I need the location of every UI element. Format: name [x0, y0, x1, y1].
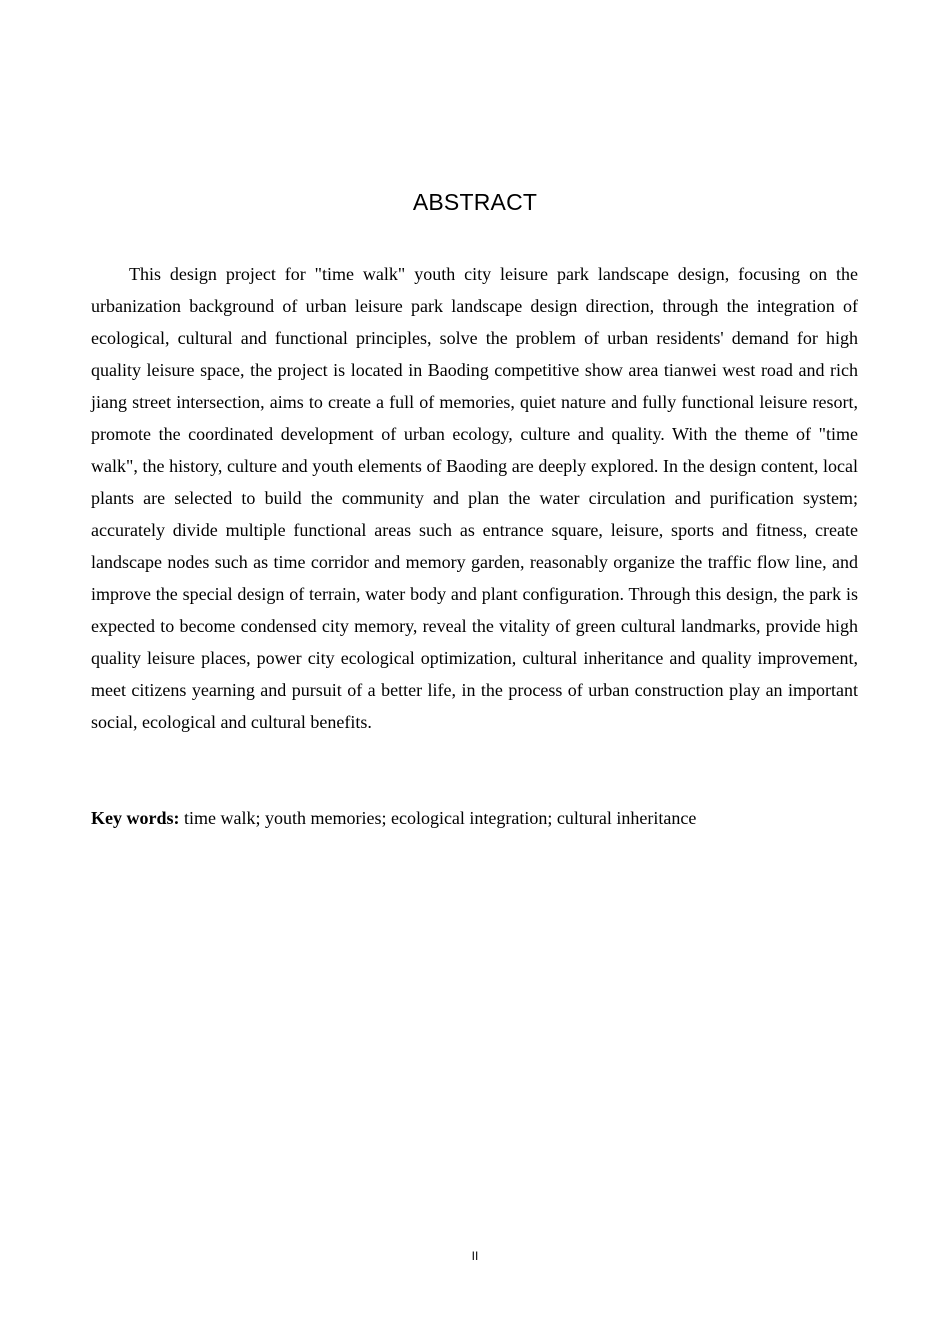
keywords-line: [91, 802, 858, 834]
page-number: II: [471, 1249, 479, 1263]
keywords-label: Key words:: [91, 808, 180, 828]
keywords-text: time walk; youth memories; ecological integration; cultural inheritance: [184, 808, 697, 828]
abstract-title: ABSTRACT: [412, 189, 538, 215]
abstract-paragraph: This design project for "time walk" youth city leisure park landscape design, focusing on the urbanization background of urban leisure park landscape design direction, through the integration of ecological, cultural and functional principles, solve the problem of urban residents' demand for high quality leisure space, the project is located in Baoding competitive show area tianwei west road and rich jiang street intersection, aims to create a full of memories, quiet nature and fully functional leisure resort, promote the coordinated development of urban ecology, culture and quality. With the theme of "time walk", the history, culture and youth elements of Baoding are deeply explored. In the design content, local plants are selected to build the community and plan the water circulation and purification system; accurately divide multiple functional areas such as entrance square, leisure, sports and fitness, create landscape nodes such as time corridor and memory garden, reasonably organize the traffic flow line, and improve the special design of terrain, water body and plant configuration. Through this design, the park is expected to become condensed city memory, reveal the vitality of green cultural landmarks, provide high quality leisure places, power city ecological optimization, cultural inheritance and quality improvement, meet citizens yearning and pursuit of a better life, in the process of urban construction play an important social, ecological and cultural benefits.: [91, 264, 858, 732]
